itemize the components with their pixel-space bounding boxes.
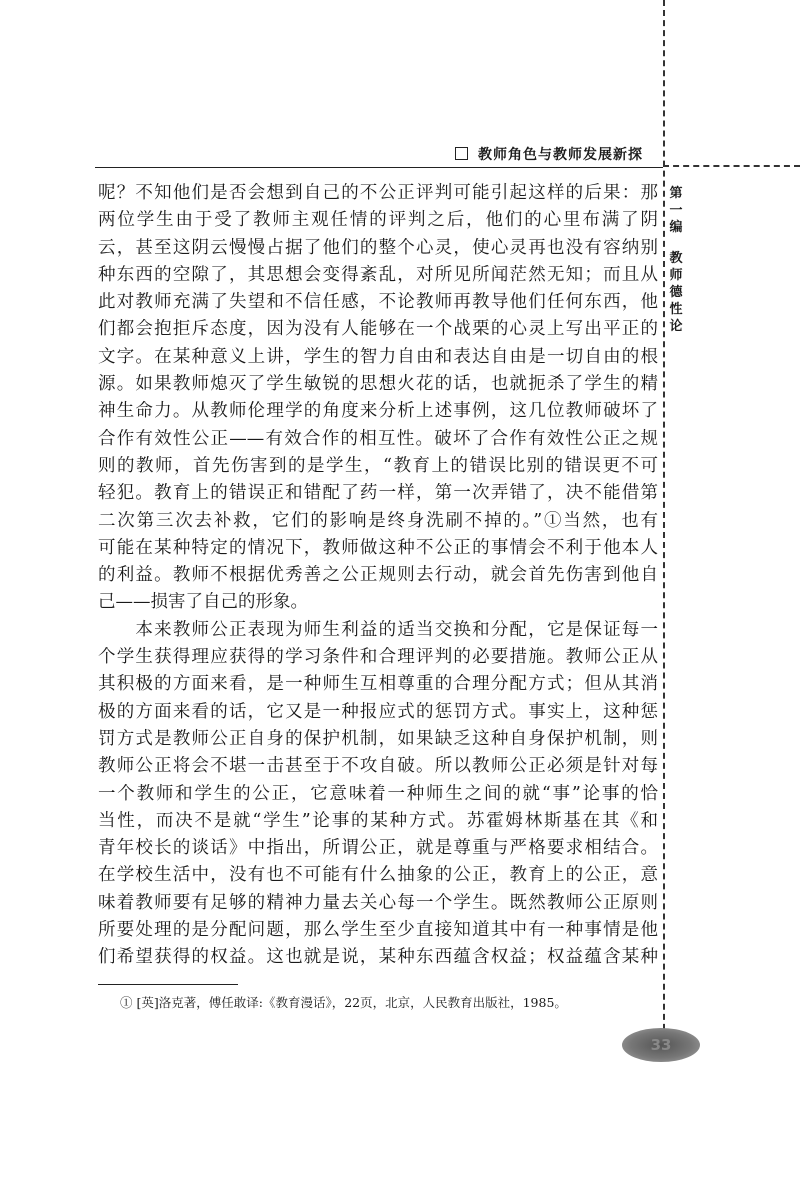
text-line: 一个教师和学生的公正，它意味着一种师生之间的就“事”论事的恰 [98, 783, 658, 804]
text-line: 们希望获得的权益。这也就是说，某种东西蕴含权益；权益蕴含某种 [98, 947, 658, 968]
text-line: 二次第三次去补救，它们的影响是终身洗刷不掉的。”①当然，也有 [98, 510, 658, 531]
text-line: 青年校长的谈话》中指出，所谓公正，就是尊重与严格要求相结合。 [98, 838, 658, 859]
side-tab [668, 185, 684, 335]
text-line: 源。如果教师熄灭了学生敏锐的思想火花的话，也就扼杀了学生的精 [98, 374, 658, 395]
header-title: 教师角色与教师发展新探 [478, 147, 643, 163]
text-line: 所要处理的是分配问题，那么学生至少直接知道其中有一种事情是他 [98, 920, 658, 941]
text-line: 文字。在某种意义上讲，学生的智力自由和表达自由是一切自由的根 [98, 346, 658, 367]
side-part-char: 编 [669, 220, 683, 235]
text-line: 其积极的方面来看，是一种师生互相尊重的合理分配方式；但从其消 [98, 674, 658, 695]
side-title-char: 教 [669, 251, 683, 266]
page-number-badge [622, 1028, 700, 1062]
side-part-char: 第 [669, 186, 683, 201]
text-line: 在学校生活中，没有也不可能有什么抽象的公正，教育上的公正，意 [98, 865, 658, 886]
header-rule [95, 167, 663, 168]
text-line: 则的教师，首先伤害到的是学生，“教育上的错误比别的错误更不可 [98, 455, 658, 476]
text-line: 可能在某种特定的情况下，教师做这种不公正的事情会不利于他本人 [98, 537, 658, 558]
side-title-char: 德 [669, 285, 683, 300]
text-line: 两位学生由于受了教师主观任情的评判之后，他们的心里布满了阴 [98, 210, 658, 231]
side-title-char: 性 [669, 302, 683, 317]
dashed-cut-line-vertical [663, 0, 665, 1060]
text-line: 呢？不知他们是否会想到自己的不公正评判可能引起这样的后果：那 [98, 183, 658, 203]
text-line: 种东西的空隙了，其思想会变得紊乱，对所见所闻茫然无知；而且从 [98, 264, 658, 285]
side-title-char: 论 [669, 319, 683, 334]
text-line: 们都会抱拒斥态度，因为没有人能够在一个战栗的心灵上写出平正的 [98, 319, 658, 340]
text-line: 罚方式是教师公正自身的保护机制，如果缺乏这种自身保护机制，则 [98, 728, 658, 749]
text-line: 个学生获得理应获得的学习条件和合理评判的必要措施。教师公正从 [98, 647, 658, 668]
body-text [98, 180, 658, 972]
text-line: 味着教师要有足够的精神力量去关心每一个学生。既然教师公正原则 [98, 892, 658, 913]
text-line: 云，甚至这阴云慢慢占据了他们的整个心灵，使心灵再也没有容纳别 [98, 237, 658, 258]
side-part-char: 一 [669, 203, 683, 218]
page-number: 33 [650, 1036, 672, 1054]
square-icon [455, 147, 468, 160]
footnote: ① [英]洛克著，傅任敢译:《教育漫话》，22页，北京，人民教育出版社，1985。 [120, 995, 567, 1010]
text-line: 极的方面来看的话，它又是一种报应式的惩罚方式。事实上，这种惩 [98, 701, 658, 722]
text-line: 此对教师充满了失望和不信任感，不论教师再教导他们任何东西，他 [98, 292, 658, 313]
text-line: 神生命力。从教师伦理学的角度来分析上述事例，这几位教师破坏了 [98, 401, 658, 422]
text-line: 教师公正将会不堪一击甚至于不攻自破。所以教师公正必须是针对每 [98, 756, 658, 777]
text-line: 当性，而决不是就“学生”论事的某种方式。苏霍姆林斯基在其《和 [98, 810, 658, 831]
text-line: 己——损害了自己的形象。 [98, 592, 308, 613]
text-line: 轻犯。教育上的错误正和错配了药一样，第一次弄错了，决不能借第 [98, 483, 658, 504]
text-line: 的利益。教师不根据优秀善之公正规则去行动，就会首先伤害到他自 [98, 565, 658, 586]
text-line: 本来教师公正表现为师生利益的适当交换和分配，它是保证每一 [98, 619, 658, 640]
footnote-rule [98, 984, 238, 985]
text-line: 合作有效性公正——有效合作的相互性。破坏了合作有效性公正之规 [98, 428, 658, 449]
side-title-char: 师 [669, 268, 683, 283]
running-header [455, 144, 643, 164]
dashed-cut-line-horizontal [663, 165, 800, 167]
